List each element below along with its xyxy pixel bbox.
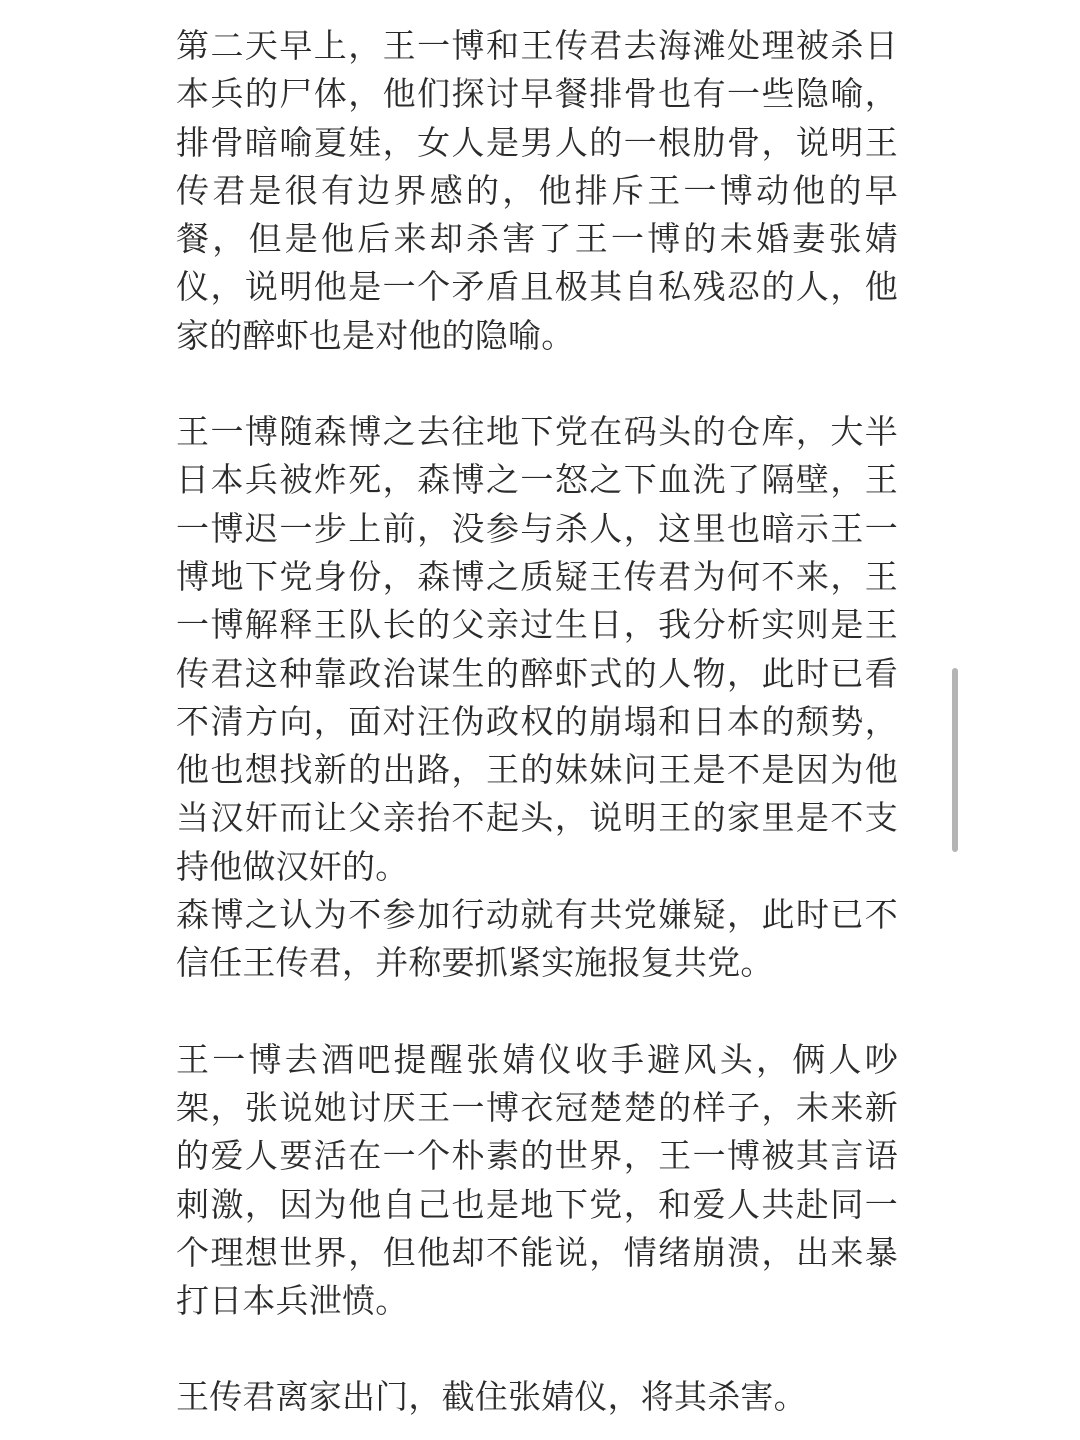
paragraph-spacer (176, 1325, 898, 1373)
paragraph-murder: 王传君离家出门，截住张婧仪，将其杀害。 (176, 1377, 807, 1417)
paragraph-spacer (176, 360, 898, 408)
vertical-scrollbar[interactable] (952, 668, 958, 852)
article-body (176, 22, 898, 1422)
paragraph-morning-beach: 第二天早上，王一博和王传君去海滩处理被杀日本兵的尸体，他们探讨早餐排骨也有一些隐喻，排骨暗喻夏娃，女人是男人的一根肋骨，说明王传君是很有边界感的，他排斥王一博动他的早餐，但是他后来却杀害了王一博的未婚妻张婧仪，说明他是一个矛盾且极其自私残忍的人，他家的醉虾也是对他的隐喻。 (176, 26, 898, 355)
paragraph-suspicion: 森博之认为不参加行动就有共党嫌疑，此时已不信任王传君，并称要抓紧实施报复共党。 (176, 895, 898, 983)
paragraph-spacer (176, 988, 898, 1036)
paragraph-warehouse: 王一博随森博之去往地下党在码头的仓库，大半日本兵被炸死，森博之一怒之下血洗了隔壁，王一博迟一步上前，没参与杀人，这里也暗示王一博地下党身份，森博之质疑王传君为何不来，王一博解释王队长的父亲过生日，我分析实则是王传君这种靠政治谋生的醉虾式的人物，此时已看不清方向，面对汪伪政权的崩塌和日本的颓势，他也想找新的出路，王的妹妹问王是不是因为他当汉奸而让父亲抬不起头，说明王的家里是不支持他做汉奸的。 (176, 412, 898, 886)
paragraph-bar-quarrel: 王一博去酒吧提醒张婧仪收手避风头，俩人吵架，张说她讨厌王一博衣冠楚楚的样子，未来新的爱人要活在一个朴素的世界，王一博被其言语刺激，因为他自己也是地下党，和爱人共赴同一个理想世界，但他却不能说，情绪崩溃，出来暴打日本兵泄愤。 (176, 1039, 898, 1321)
